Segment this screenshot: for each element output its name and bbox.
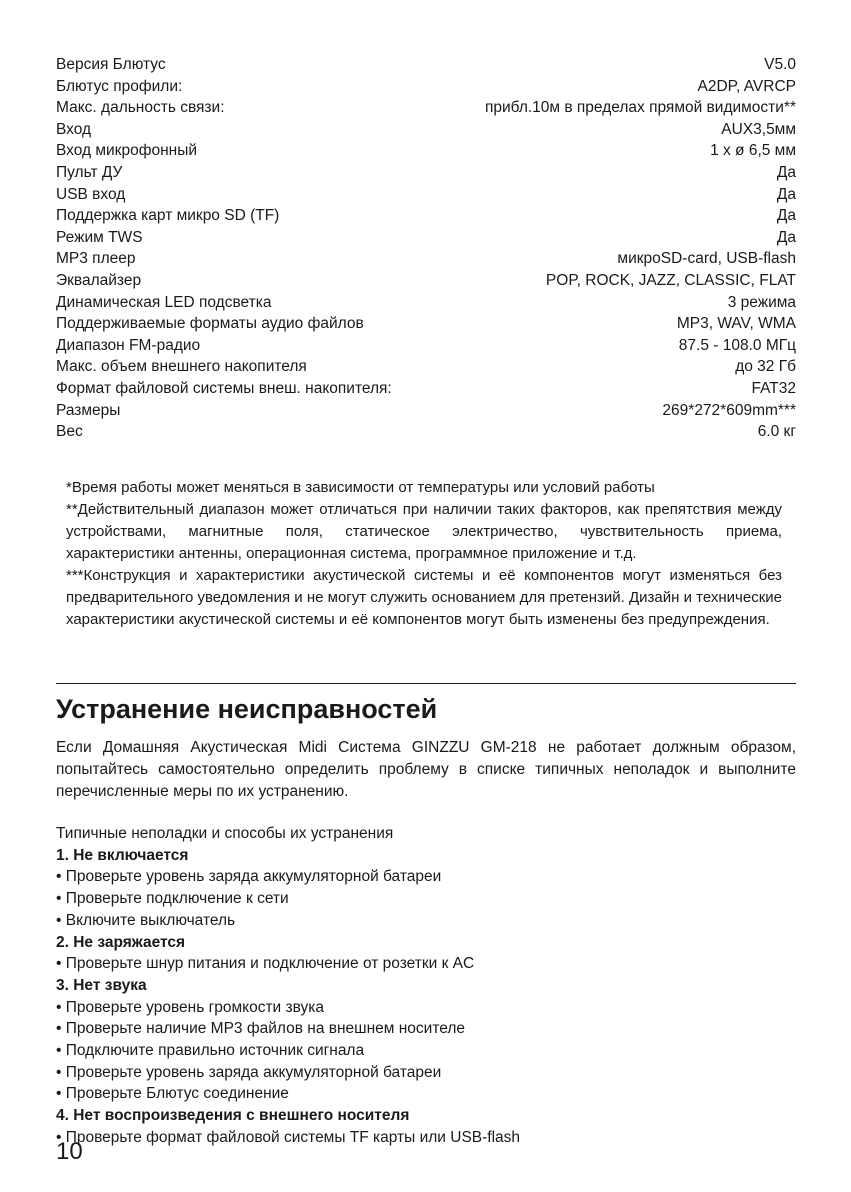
spec-row [56, 313, 796, 335]
trouble-title: 1. Не включается [56, 846, 189, 864]
spec-value: 6.0 кг [757, 423, 796, 441]
spec-value: MP3, WAV, WMA [676, 315, 796, 333]
spec-label: Режим TWS [56, 228, 143, 246]
spec-label: Блютус профили: [56, 77, 183, 95]
spec-row [56, 292, 796, 314]
trouble-item: • Проверьте уровень заряда аккумуляторной батареи [56, 1062, 796, 1084]
spec-row [56, 119, 796, 141]
page-number: 10 [56, 1138, 83, 1165]
intro-paragraph: Если Домашняя Акустическая Midi Система GINZZU GM-218 не работает должным образом, попытайтесь самостоятельно определить проблему в списке типичных неполадок и выполните перечисленные меры по их устранению. [56, 739, 796, 800]
spec-value: AUX3,5мм [721, 120, 796, 138]
footnote: **Действительный диапазон может отличаться при наличии таких факторов, как препятствия между устройствами, магнитные поля, статическое электричество, чувствительность приема, характеристики антенны, операционная система, программное приложение и т.д. [66, 501, 782, 562]
spec-label: Макс. объем внешнего накопителя [56, 358, 307, 376]
trouble-title: 4. Нет воспроизведения с внешнего носителя [56, 1107, 410, 1125]
spec-label: USB вход [56, 185, 126, 203]
spec-label: Эквалайзер [56, 271, 142, 289]
trouble-item: • Проверьте уровень заряда аккумуляторной батареи [56, 866, 796, 888]
footnotes [66, 477, 782, 631]
trouble-title: 3. Нет звука [56, 976, 147, 994]
spec-value: до 32 Гб [735, 358, 796, 376]
trouble-item: • Подключите правильно источник сигнала [56, 1040, 796, 1062]
spec-row [56, 76, 796, 98]
footnote: ***Конструкция и характеристики акустической системы и её компонентов могут изменяться без предварительного уведомления и не могут служить основанием для претензий. Дизайн и технические характеристики акустической системы и её компонентов могут быть изменены без предупреждения. [66, 567, 782, 628]
spec-row [56, 97, 796, 119]
spec-label: Поддержка карт микро SD (TF) [56, 207, 280, 225]
spec-table [56, 54, 796, 443]
spec-row [56, 378, 796, 400]
trouble-item: • Проверьте подключение к сети [56, 888, 796, 910]
trouble-item: • Проверьте Блютус соединение [56, 1083, 796, 1105]
spec-row [56, 205, 796, 227]
spec-label: MP3 плеер [56, 250, 136, 268]
section-title: Устранение неисправностей [56, 694, 438, 724]
spec-row [56, 400, 796, 422]
footnote: *Время работы может меняться в зависимости от температуры или условий работы [66, 479, 655, 496]
spec-value: 3 режима [727, 293, 796, 311]
spec-label: Диапазон FM-радио [56, 336, 201, 354]
trouble-title: 2. Не заряжается [56, 933, 186, 951]
spec-row [56, 54, 796, 76]
spec-value: V5.0 [764, 56, 796, 73]
spec-value: Да [776, 228, 796, 246]
spec-row [56, 162, 796, 184]
spec-row [56, 421, 796, 443]
trouble-item: • Проверьте наличие MP3 файлов на внешнем носителе [56, 1018, 796, 1040]
spec-value: Да [776, 207, 796, 225]
spec-label: Вес [56, 423, 83, 441]
trouble-item: • Проверьте уровень громкости звука [56, 997, 796, 1019]
spec-label: Вход микрофонный [56, 142, 197, 160]
spec-row [56, 270, 796, 292]
spec-row [56, 248, 796, 270]
spec-label: Версия Блютус [56, 56, 166, 73]
spec-label: Размеры [56, 401, 121, 419]
spec-value: 1 x ø 6,5 мм [710, 142, 796, 160]
spec-label: Динамическая LED подсветка [56, 293, 272, 311]
spec-row [56, 140, 796, 162]
spec-value: POP, ROCK, JAZZ, CLASSIC, FLAT [545, 271, 796, 289]
spec-label: Формат файловой системы внеш. накопителя: [56, 379, 392, 397]
spec-value: FAT32 [751, 379, 796, 397]
spec-value: микроSD-card, USB-flash [617, 250, 796, 268]
spec-value: 269*272*609mm*** [662, 401, 796, 419]
spec-value: Да [776, 185, 796, 203]
spec-label: Вход [56, 120, 92, 138]
trouble-item: • Включите выключатель [56, 910, 796, 932]
spec-row [56, 184, 796, 206]
spec-value: 87.5 - 108.0 МГц [678, 336, 796, 354]
spec-row [56, 335, 796, 357]
spec-label: Поддерживаемые форматы аудио файлов [56, 315, 364, 333]
trouble-item: • Проверьте формат файловой системы TF карты или USB-flash [56, 1127, 796, 1149]
section-divider [56, 683, 796, 684]
troubleshooting-list [56, 823, 796, 1149]
spec-label: Пульт ДУ [56, 163, 123, 181]
spec-value: Да [776, 163, 796, 181]
trouble-item: • Проверьте шнур питания и подключение от розетки к AC [56, 953, 796, 975]
spec-row [56, 356, 796, 378]
spec-row [56, 227, 796, 249]
intro-text [56, 737, 796, 803]
spec-label: Макс. дальность связи: [56, 99, 225, 117]
typical-heading: Типичные неполадки и способы их устранения [56, 825, 394, 842]
spec-value: прибл.10м в пределах прямой видимости** [484, 99, 796, 117]
spec-value: A2DP, AVRCP [697, 77, 796, 95]
